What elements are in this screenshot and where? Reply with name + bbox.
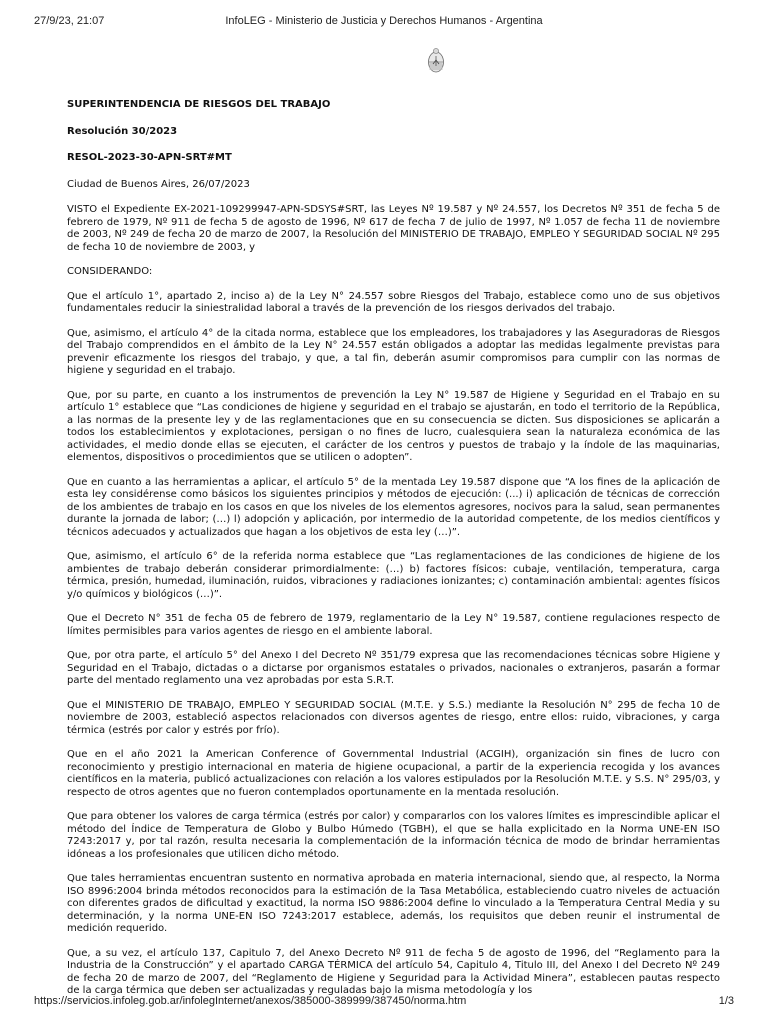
page-number: 1/3: [718, 995, 734, 1007]
considerando-paragraph: Que en cuanto a las herramientas a aplicar, el artículo 5° de la mentada Ley 19.587 dispone que “A los fines de la aplicación de esta ley considérense como básicos los siguientes principios y métodos de ejecución: (...) i) aplicación de técnicas de corrección de los ambientes de trabajo en los casos en que los niveles de los elementos agresores, nocivos para la salud, sean permanentes durante la jornada de labor; (…) l) adopción y aplicación, por intermedio de la autoridad competente, de los medios científicos y técnicos adecuados y actualizados que hagan a los objetivos de esta ley (…)”.: [67, 476, 720, 538]
considerando-paragraph: Que, por otra parte, el artículo 5° del Anexo I del Decreto Nº 351/79 expresa que las recomendaciones técnicas sobre Higiene y Seguridad en el Trabajo, dictadas o a dictarse por organismos estatales o privados, nacionales o extranjeros, pasarán a formar parte del mentado reglamento una vez aprobadas por esta S.R.T.: [67, 650, 720, 686]
national-coat-of-arms-icon: [425, 47, 447, 75]
considerando-paragraph: Que, asimismo, el artículo 6° de la referida norma establece que “Las reglamentaciones de las condiciones de higiene de los ambientes de trabajo deberán considerar primordialmente: (…) b) factores físicos: cubaje, ventilación, temperatura, carga térmica, presión, humedad, iluminación, ruidos, vibraciones y radiaciones ionizantes; c) contaminación ambiental: agentes físicos y/o químicos y biológicos (…)”.: [67, 551, 720, 600]
considerando-paragraph: Que, por su parte, en cuanto a los instrumentos de prevención la Ley N° 19.587 de Higiene y Seguridad en el Trabajo en su artículo 1° establece que “Las condiciones de higiene y seguridad en el trabajo se ajustarán, en todo el territorio de la República, a las normas de la presente ley y de las reglamentaciones que en su consecuencia se dicten. Sus disposiciones se aplicarán a todos los establecimientos y explotaciones, persigan o no fines de lucro, cualesquiera sean la naturaleza económica de las actividades, el medio donde ellas se ejecuten, el carácter de los centros y puestos de trabajo y la índole de las maquinarias, elementos, dispositivos o procedimientos que se utilicen o adopten”.: [67, 389, 720, 463]
considerando-paragraph: Que el Decreto N° 351 de fecha 05 de febrero de 1979, reglamentario de la Ley N° 19.587, contiene regulaciones respecto de límites permisibles para varios agentes de riesgo en el ambiente laboral.: [67, 613, 720, 637]
site-title: InfoLEG - Ministerio de Justicia y Derechos Humanos - Argentina: [225, 15, 543, 27]
considerando-paragraph: Que, asimismo, el artículo 4° de la citada norma, establece que los empleadores, los trabajadores y las Aseguradoras de Riesgos del Trabajo comprendidos en el ámbito de la Ley N° 24.557 están obligados a adoptar las medidas legalmente previstas para prevenir eficazmente los riesgos del trabajo, y que, a tal fin, deberán asumir compromisos para cumplir con las normas de higiene y seguridad en el trabajo.: [67, 327, 720, 376]
place-date: Ciudad de Buenos Aires, 26/07/2023: [67, 178, 250, 190]
considerando-paragraph: Que el MINISTERIO DE TRABAJO, EMPLEO Y SEGURIDAD SOCIAL (M.T.E. y S.S.) mediante la Resolución N° 295 de fecha 10 de noviembre de 2003, estableció aspectos relacionados con diversos agentes de riesgo, entre ellos: ruido, vibraciones, y carga térmica (estrés por calor y estrés por frío).: [67, 699, 720, 736]
print-header: [0, 15, 768, 29]
considerando-paragraph: Que en el año 2021 la American Conference of Governmental Industrial (ACGIH), organización sin fines de lucro con reconocimiento y prestigio internacional en materia de higiene ocupacional, a partir de la experiencia recogida y los avances científicos en la materia, publicó actualizaciones con relación a los valores estipulados por la Resolución M.T.E. y S.S. N° 295/03, y respecto de otros agentes que no fueron contemplados oportunamente en la mentada resolución.: [67, 749, 720, 798]
agency-name: SUPERINTENDENCIA DE RIESGOS DEL TRABAJO: [67, 99, 331, 110]
print-datetime: 27/9/23, 21:07: [34, 15, 105, 27]
visto-paragraph: VISTO el Expediente EX-2021-109299947-APN-SDSYS#SRT, las Leyes Nº 19.587 y Nº 24.557, los Decretos Nº 351 de fecha 5 de febrero de 1979, Nº 911 de fecha 5 de agosto de 1996, Nº 617 de fecha 7 de julio de 1997, Nº 1.057 de fecha 11 de noviembre de 2003, Nº 249 de fecha 20 de marzo de 2007, la Resolución del MINISTERIO DE TRABAJO, EMPLEO Y SEGURIDAD SOCIAL Nº 295 de fecha 10 de noviembre de 2003, y: [67, 204, 720, 253]
considerando-paragraph: Que para obtener los valores de carga térmica (estrés por calor) y compararlos con los valores límites es imprescindible aplicar el método del Índice de Temperatura de Globo y Bulbo Húmedo (TGBH), el que se halla explicitado en la Norma UNE-EN ISO 7243:2017 y, por tal razón, resulta necesaria la complementación de la información técnica de modo de brindar herramientas idóneas a los profesionales que utilicen dicho método.: [67, 811, 720, 860]
considerando-paragraph: Que tales herramientas encuentran sustento en normativa aprobada en materia internacional, siendo que, al respecto, la Norma ISO 8996:2004 brinda métodos reconocidos para la estimación de la Tasa Metabólica, estableciendo cuatro niveles de actuación con diferentes grados de dificultad y exactitud, la norma ISO 9886:2004 define lo vinculado a la Temperatura Central Media y su determinación, y la norma UNE-EN ISO 7243:2017 establece, además, los requisitos que deben reunir el instrumental de medición requerido.: [67, 873, 720, 934]
document-body: [67, 99, 720, 1010]
considerando-paragraph: Que, a su vez, el artículo 137, Capitulo 7, del Anexo Decreto Nº 911 de fecha 5 de agosto de 1996, del “Reglamento para la Industria de la Construcción” y el apartado CARGA TÉRMICA del artículo 54, Capitulo 4, Titulo III, del Anexo I del Decreto Nº 249 de fecha 20 de marzo de 2007, del “Reglamento de Higiene y Seguridad para la Actividad Minera”, establecen pautas respecto de la carga térmica que deben ser actualizadas y reguladas bajo la misma metodología y los: [67, 947, 720, 996]
resolution-code: RESOL-2023-30-APN-SRT#MT: [67, 152, 232, 163]
resolution-title: Resolución 30/2023: [67, 125, 178, 137]
considerando-paragraph: Que el artículo 1°, apartado 2, inciso a) de la Ley N° 24.557 sobre Riesgos del Trabajo, establece como uno de sus objetivos fundamentales reducir la siniestralidad laboral a través de la prevención de los riesgos derivados del trabajo.: [67, 290, 720, 314]
print-footer: [0, 995, 768, 1009]
considerando-heading: CONSIDERANDO:: [67, 266, 153, 277]
page-url-link[interactable]: https://servicios.infoleg.gob.ar/infolegInternet/anexos/385000-389999/387450/norma.htm: [34, 995, 467, 1007]
